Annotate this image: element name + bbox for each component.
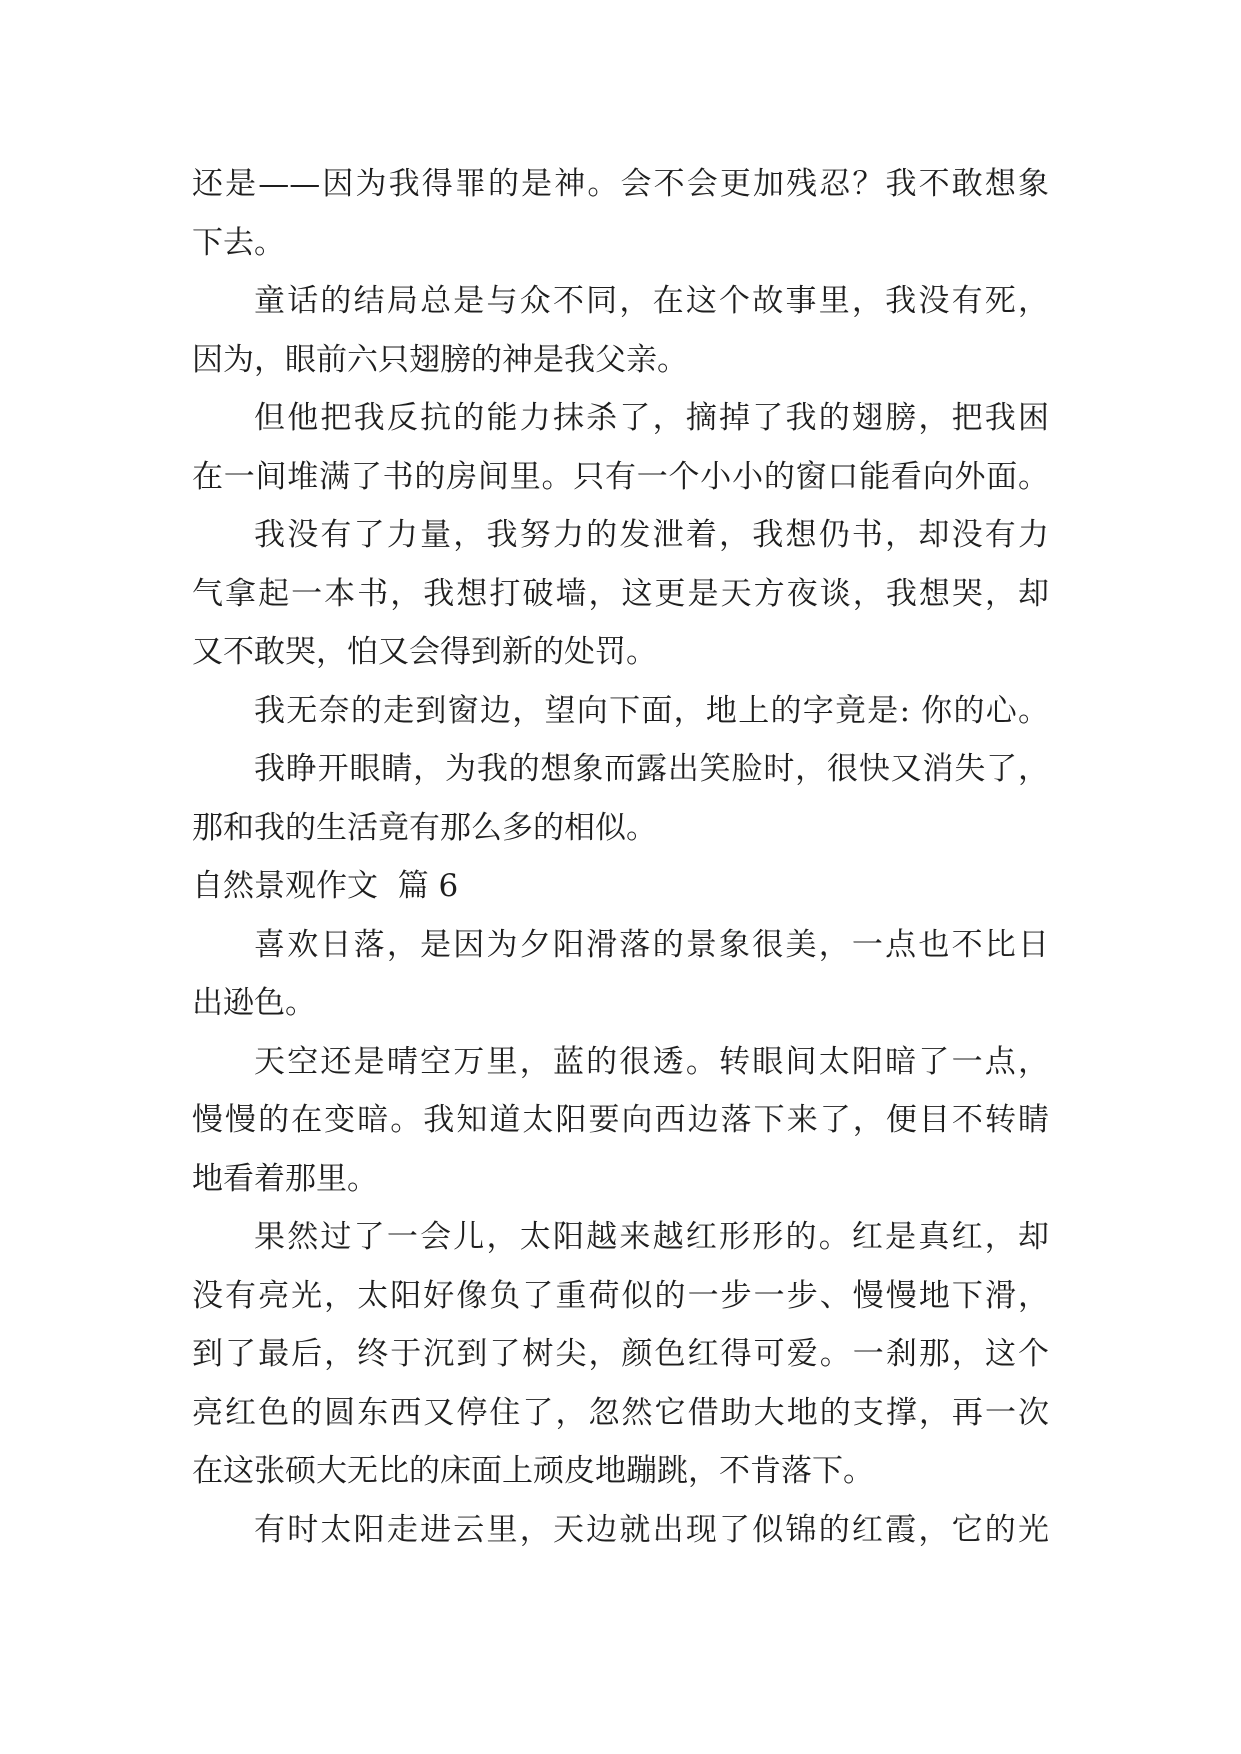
paragraph	[192, 1501, 1049, 1560]
text-line: 还是——因为我得罪的是神。会不会更加残忍？我不敢想象	[192, 166, 1049, 202]
text-line: 在这张硕大无比的床面上顽皮地蹦跳，不肯落下。	[192, 1453, 874, 1489]
text-line: 童话的结局总是与众不同，在这个故事里，我没有死，	[254, 283, 1049, 319]
text-line: 果然过了一会儿，太阳越来越红形形的。红是真红，却	[254, 1219, 1049, 1255]
text-line: 气拿起一本书，我想打破墙，这更是天方夜谈，我想哭，却	[192, 575, 1049, 612]
text-line: 到了最后，终于沉到了树尖，颜色红得可爱。一刹那，这个	[192, 1336, 1049, 1372]
section-heading	[192, 857, 1049, 916]
text-line: 地看着那里。	[192, 1160, 378, 1197]
paragraph	[192, 1033, 1049, 1209]
text-line: 我没有了力量，我努力的发泄着，我想仍书，却没有力	[254, 517, 1049, 553]
paragraph	[192, 389, 1049, 506]
text-line: 喜欢日落，是因为夕阳滑落的景象很美，一点也不比日	[254, 926, 1049, 963]
paragraph	[192, 740, 1049, 857]
paragraph	[192, 1208, 1049, 1501]
text-line: 出逊色。	[192, 985, 316, 1021]
text-line: 天空还是晴空万里，蓝的很透。转眼间太阳暗了一点，	[254, 1043, 1049, 1080]
text-line: 因为，眼前六只翅膀的神是我父亲。	[192, 341, 688, 378]
paragraph	[192, 155, 1049, 272]
text-line: 亮红色的圆东西又停住了，忽然它借助大地的支撑，再一次	[192, 1394, 1049, 1431]
text-line: 在一间堆满了书的房间里。只有一个小小的窗口能看向外面。	[192, 458, 1049, 495]
text-line: 又不敢哭，怕又会得到新的处罚。	[192, 634, 657, 670]
text-line: 我睁开眼睛，为我的想象而露出笑脸时，很快又消失了，	[254, 751, 1049, 787]
text-line: 但他把我反抗的能力抹杀了，摘掉了我的翅膀，把我困	[254, 400, 1049, 436]
text-line: 慢慢的在变暗。我知道太阳要向西边落下来了，便目不转睛	[192, 1102, 1049, 1138]
text-line: 我无奈的走到窗边，望向下面，地上的字竟是: 你的心。	[254, 692, 1049, 729]
paragraph	[192, 506, 1049, 682]
document-body	[192, 155, 1049, 1559]
section-heading-text: 自然景观作文 篇 6	[192, 868, 459, 904]
paragraph	[192, 916, 1049, 1033]
paragraph	[192, 682, 1049, 741]
paragraph	[192, 272, 1049, 389]
text-line: 没有亮光，太阳好像负了重荷似的一步一步、慢慢地下滑，	[192, 1277, 1049, 1314]
text-line: 下去。	[192, 224, 285, 261]
text-line: 有时太阳走进云里，天边就出现了似锦的红霞，它的光	[254, 1511, 1049, 1548]
text-line: 那和我的生活竟有那么多的相似。	[192, 809, 657, 846]
